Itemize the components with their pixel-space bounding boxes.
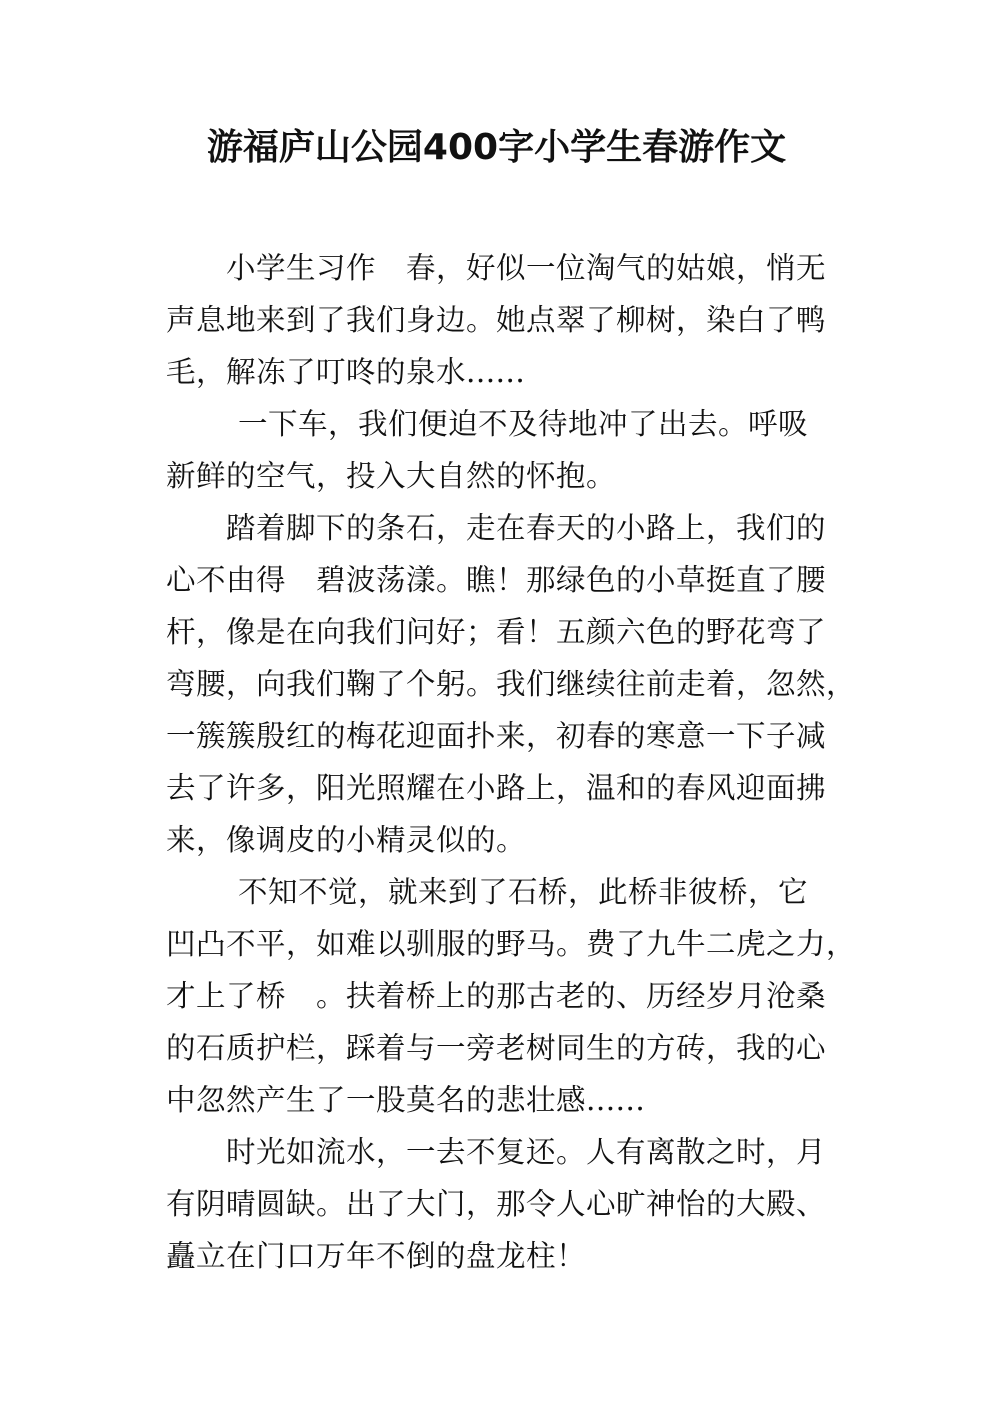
text-line: 弯腰，向我们鞠了个躬。我们继续往前走着，忽然， <box>166 667 857 701</box>
text-line: 新鲜的空气，投入大自然的怀抱。 <box>166 459 617 493</box>
text-line: 不知不觉，就来到了石桥，此桥非彼桥，它 <box>238 875 809 909</box>
text-line: 才上了桥 。扶着桥上的那古老的、历经岁月沧桑 <box>166 979 827 1013</box>
text-line: 心不由得 碧波荡漾。瞧！那绿色的小草挺直了腰 <box>166 563 827 597</box>
paragraph <box>166 242 866 398</box>
paragraph <box>166 502 866 866</box>
text-line: 声息地来到了我们身边。她点翠了柳树，染白了鸭 <box>166 303 827 337</box>
document-title: 游福庐山公园400字小学生春游作文 <box>206 127 787 168</box>
text-line: 中忽然产生了一股莫名的悲壮感...... <box>166 1083 646 1117</box>
text-line: 一簇簇殷红的梅花迎面扑来，初春的寒意一下子减 <box>166 719 827 753</box>
text-line: 矗立在门口万年不倒的盘龙柱！ <box>166 1239 587 1273</box>
text-line: 有阴晴圆缺。出了大门，那令人心旷神怡的大殿、 <box>166 1187 827 1221</box>
text-line: 踏着脚下的条石，走在春天的小路上，我们的 <box>226 511 827 545</box>
text-line: 来，像调皮的小精灵似的。 <box>166 823 527 857</box>
text-line: 杆，像是在向我们问好；看！五颜六色的野花弯了 <box>166 615 827 649</box>
text-line: 的石质护栏，踩着与一旁老树同生的方砖，我的心 <box>166 1031 827 1065</box>
paragraph <box>166 866 866 1126</box>
text-line: 一下车，我们便迫不及待地冲了出去。呼吸 <box>238 407 809 441</box>
text-line: 凹凸不平，如难以驯服的野马。费了九牛二虎之力， <box>166 927 857 961</box>
text-line: 时光如流水，一去不复还。人有离散之时，月 <box>226 1135 827 1169</box>
text-line: 去了许多，阳光照耀在小路上，温和的春风迎面拂 <box>166 771 827 805</box>
paragraph <box>166 1126 866 1282</box>
text-line: 毛，解冻了叮咚的泉水...... <box>166 355 526 389</box>
paragraph <box>166 398 866 502</box>
document-body <box>166 242 866 1282</box>
text-line: 小学生习作 春，好似一位淘气的姑娘，悄无 <box>226 251 827 285</box>
